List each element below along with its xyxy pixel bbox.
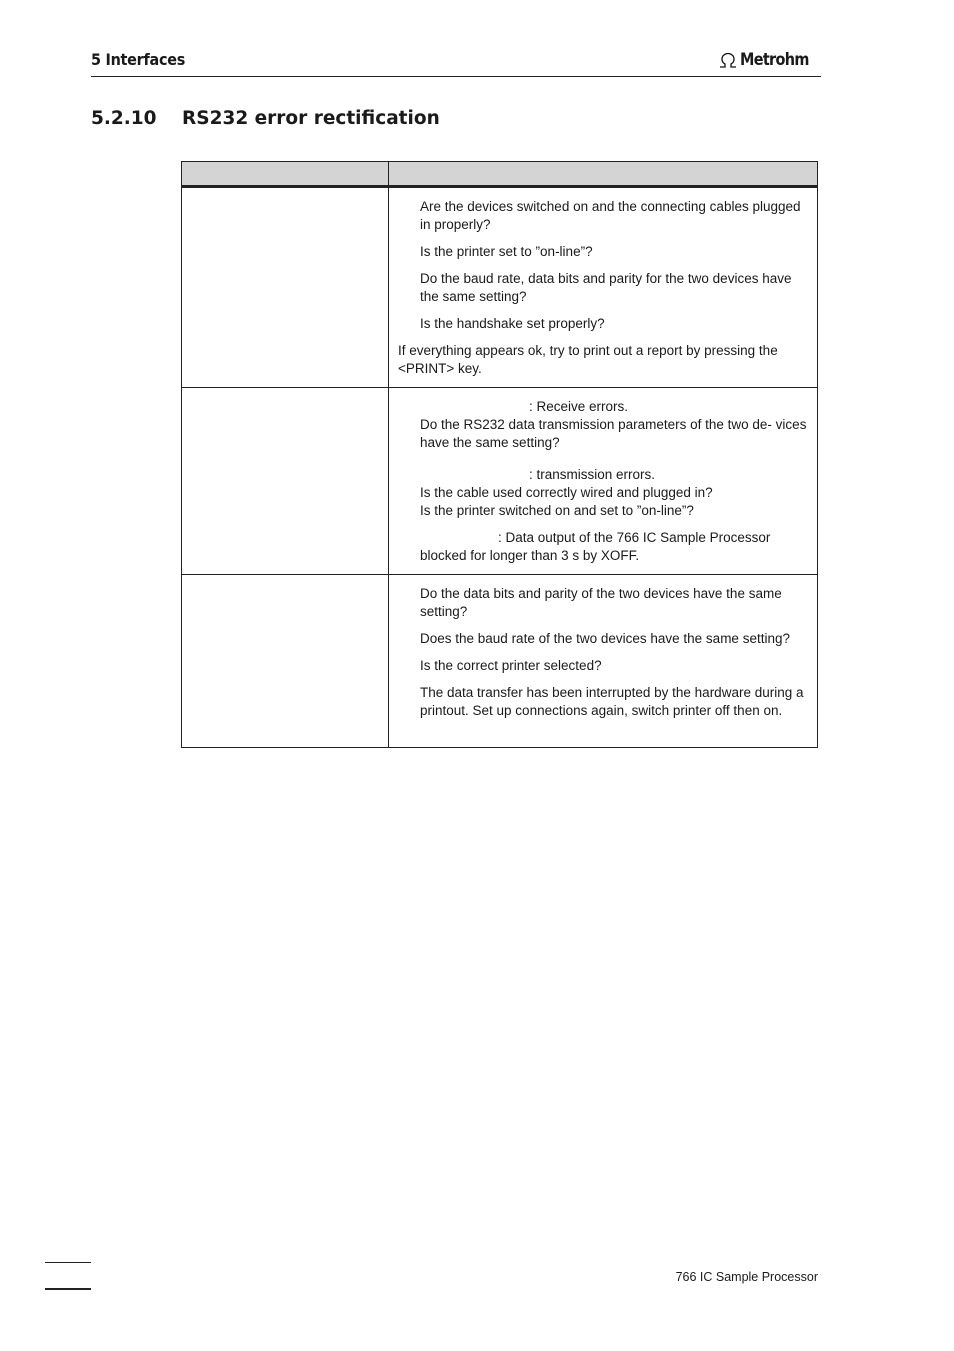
cause-cell xyxy=(182,388,389,575)
receive-errors-lead: : Receive errors. xyxy=(529,399,629,414)
remedy-item: The data transfer has been interrupted by the hardware during a printout. Set up connections again, switch printer off then on. xyxy=(420,685,804,718)
transmission-errors-line: Is the cable used correctly wired and plugged in? xyxy=(420,485,713,500)
footer-rule xyxy=(45,1262,91,1263)
chapter-title: 5 Interfaces xyxy=(91,50,186,69)
footer-product: 766 IC Sample Processor xyxy=(675,1270,818,1284)
remedy-cell xyxy=(389,187,818,388)
remedy-cell xyxy=(389,575,818,748)
remedy-item: Are the devices switched on and the connecting cables plugged in properly? xyxy=(420,199,801,232)
error-rectification-table xyxy=(181,161,818,748)
remedy-item: Is the printer set to ”on-line”? xyxy=(420,244,593,259)
remedy-item: Do the baud rate, data bits and parity for the two devices have the same setting? xyxy=(420,271,792,304)
transmission-errors-line: Is the printer switched on and set to ”on-line”? xyxy=(420,503,694,518)
header-divider xyxy=(91,76,821,77)
receive-errors-group xyxy=(420,398,809,452)
omega-icon xyxy=(718,52,738,68)
table-row xyxy=(182,575,818,748)
table-header-remedy xyxy=(389,162,818,187)
section-number: 5.2.10 xyxy=(91,108,157,129)
footer-rule xyxy=(45,1288,91,1290)
xoff-group xyxy=(420,529,809,565)
section-heading xyxy=(91,108,440,129)
remedy-cell xyxy=(389,388,818,575)
section-title: RS232 error rectification xyxy=(182,108,440,129)
metrohm-logo xyxy=(718,50,821,70)
xoff-lead: : Data output of the 766 IC Sample Processor xyxy=(498,530,771,545)
table-header-row xyxy=(182,162,818,187)
cause-cell xyxy=(182,575,389,748)
transmission-errors-group xyxy=(420,466,809,520)
remedy-item: Is the handshake set properly? xyxy=(420,316,605,331)
table-header-cause xyxy=(182,162,389,187)
remedy-item: Is the correct printer selected? xyxy=(420,658,602,673)
transmission-errors-lead: : transmission errors. xyxy=(529,467,656,482)
xoff-text: blocked for longer than 3 s by XOFF. xyxy=(420,548,640,563)
logo-text: Metrohm xyxy=(740,50,809,70)
table-row xyxy=(182,388,818,575)
remedy-note: If everything appears ok, try to print out a report by pressing the <PRINT> key. xyxy=(398,343,778,376)
remedy-item: Do the data bits and parity of the two devices have the same setting? xyxy=(420,586,782,619)
remedy-item: Does the baud rate of the two devices have the same setting? xyxy=(420,631,790,646)
table-row xyxy=(182,187,818,388)
receive-errors-text: Do the RS232 data transmission parameters of the two de- vices have the same setting? xyxy=(420,417,807,450)
cause-cell xyxy=(182,187,389,388)
